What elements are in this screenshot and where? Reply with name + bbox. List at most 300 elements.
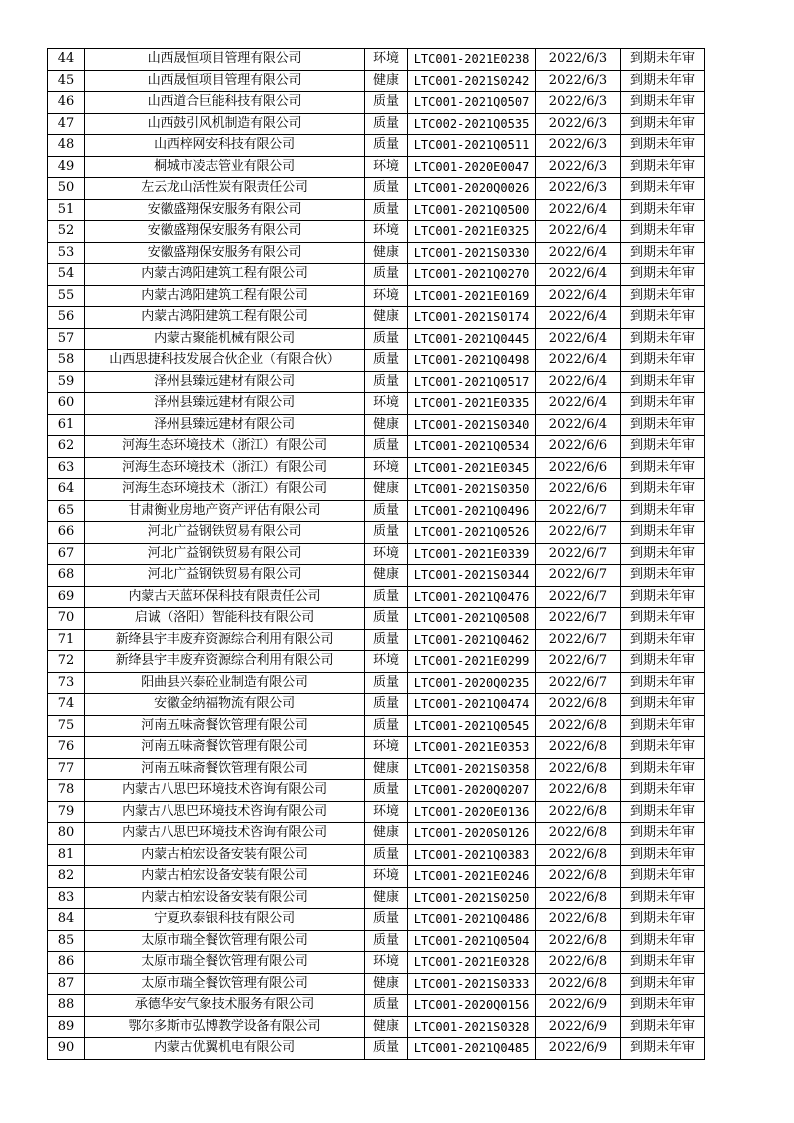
table-row bbox=[48, 49, 705, 71]
due-date: 2022/6/6 bbox=[536, 436, 621, 458]
due-date: 2022/6/7 bbox=[536, 672, 621, 694]
certificate-number: LTC001-2021Q0383 bbox=[408, 844, 536, 866]
due-date: 2022/6/7 bbox=[536, 586, 621, 608]
company-name: 内蒙古鸿阳建筑工程有限公司 bbox=[85, 264, 365, 286]
certificate-number: LTC001-2021Q0496 bbox=[408, 500, 536, 522]
table-row bbox=[48, 586, 705, 608]
audit-status: 到期未年审 bbox=[621, 371, 705, 393]
certificate-number: LTC002-2021Q0535 bbox=[408, 113, 536, 135]
audit-status: 到期未年审 bbox=[621, 113, 705, 135]
company-name: 安徽盛翔保安服务有限公司 bbox=[85, 242, 365, 264]
certificate-number: LTC001-2021Q0504 bbox=[408, 930, 536, 952]
audit-status: 到期未年审 bbox=[621, 436, 705, 458]
certificate-number: LTC001-2021E0325 bbox=[408, 221, 536, 243]
due-date: 2022/6/6 bbox=[536, 479, 621, 501]
table-row bbox=[48, 522, 705, 544]
due-date: 2022/6/3 bbox=[536, 70, 621, 92]
system-type: 健康 bbox=[365, 758, 408, 780]
row-number: 66 bbox=[48, 522, 85, 544]
audit-status: 到期未年审 bbox=[621, 1038, 705, 1060]
company-name: 安徽金纳福物流有限公司 bbox=[85, 694, 365, 716]
company-name: 太原市瑞全餐饮管理有限公司 bbox=[85, 930, 365, 952]
system-type: 质量 bbox=[365, 92, 408, 114]
certificate-number: LTC001-2021S0340 bbox=[408, 414, 536, 436]
due-date: 2022/6/9 bbox=[536, 1038, 621, 1060]
system-type: 环境 bbox=[365, 651, 408, 673]
row-number: 70 bbox=[48, 608, 85, 630]
system-type: 健康 bbox=[365, 823, 408, 845]
row-number: 60 bbox=[48, 393, 85, 415]
company-name: 山西道合巨能科技有限公司 bbox=[85, 92, 365, 114]
table-row bbox=[48, 307, 705, 329]
company-name: 河南五味斋餐饮管理有限公司 bbox=[85, 737, 365, 759]
audit-status: 到期未年审 bbox=[621, 543, 705, 565]
table-row bbox=[48, 500, 705, 522]
system-type: 质量 bbox=[365, 780, 408, 802]
system-type: 质量 bbox=[365, 995, 408, 1017]
certificate-number: LTC001-2021E0339 bbox=[408, 543, 536, 565]
row-number: 69 bbox=[48, 586, 85, 608]
company-name: 河南五味斋餐饮管理有限公司 bbox=[85, 758, 365, 780]
table-row bbox=[48, 629, 705, 651]
certificate-number: LTC001-2021Q0534 bbox=[408, 436, 536, 458]
system-type: 质量 bbox=[365, 178, 408, 200]
system-type: 质量 bbox=[365, 500, 408, 522]
system-type: 环境 bbox=[365, 156, 408, 178]
row-number: 77 bbox=[48, 758, 85, 780]
system-type: 环境 bbox=[365, 801, 408, 823]
row-number: 67 bbox=[48, 543, 85, 565]
company-name: 内蒙古鸿阳建筑工程有限公司 bbox=[85, 307, 365, 329]
audit-status: 到期未年审 bbox=[621, 178, 705, 200]
table-row bbox=[48, 1038, 705, 1060]
company-name: 内蒙古柏宏设备安装有限公司 bbox=[85, 844, 365, 866]
table-row bbox=[48, 887, 705, 909]
due-date: 2022/6/8 bbox=[536, 844, 621, 866]
due-date: 2022/6/8 bbox=[536, 952, 621, 974]
row-number: 62 bbox=[48, 436, 85, 458]
due-date: 2022/6/4 bbox=[536, 221, 621, 243]
due-date: 2022/6/6 bbox=[536, 457, 621, 479]
table-row bbox=[48, 715, 705, 737]
due-date: 2022/6/3 bbox=[536, 92, 621, 114]
certificate-number: LTC001-2020Q0026 bbox=[408, 178, 536, 200]
table-row bbox=[48, 92, 705, 114]
row-number: 51 bbox=[48, 199, 85, 221]
company-name: 桐城市凌志管业有限公司 bbox=[85, 156, 365, 178]
table-row bbox=[48, 156, 705, 178]
audit-status: 到期未年审 bbox=[621, 651, 705, 673]
due-date: 2022/6/7 bbox=[536, 500, 621, 522]
system-type: 健康 bbox=[365, 565, 408, 587]
row-number: 55 bbox=[48, 285, 85, 307]
due-date: 2022/6/3 bbox=[536, 178, 621, 200]
company-name: 内蒙古八思巴环境技术咨询有限公司 bbox=[85, 823, 365, 845]
row-number: 75 bbox=[48, 715, 85, 737]
audit-status: 到期未年审 bbox=[621, 823, 705, 845]
table-row bbox=[48, 995, 705, 1017]
row-number: 73 bbox=[48, 672, 85, 694]
row-number: 81 bbox=[48, 844, 85, 866]
row-number: 57 bbox=[48, 328, 85, 350]
table-row bbox=[48, 414, 705, 436]
certificate-number: LTC001-2021Q0474 bbox=[408, 694, 536, 716]
company-name: 河海生态环境技术（浙江）有限公司 bbox=[85, 457, 365, 479]
table-row bbox=[48, 221, 705, 243]
audit-status: 到期未年审 bbox=[621, 801, 705, 823]
audit-status: 到期未年审 bbox=[621, 393, 705, 415]
due-date: 2022/6/7 bbox=[536, 608, 621, 630]
system-type: 质量 bbox=[365, 199, 408, 221]
system-type: 质量 bbox=[365, 909, 408, 931]
row-number: 49 bbox=[48, 156, 85, 178]
certificate-number: LTC001-2021Q0462 bbox=[408, 629, 536, 651]
audit-status: 到期未年审 bbox=[621, 328, 705, 350]
certificate-number: LTC001-2021Q0445 bbox=[408, 328, 536, 350]
row-number: 76 bbox=[48, 737, 85, 759]
audit-status: 到期未年审 bbox=[621, 672, 705, 694]
audit-status: 到期未年审 bbox=[621, 780, 705, 802]
row-number: 61 bbox=[48, 414, 85, 436]
audit-status: 到期未年审 bbox=[621, 995, 705, 1017]
audit-status: 到期未年审 bbox=[621, 866, 705, 888]
table-row bbox=[48, 930, 705, 952]
company-name: 山西思捷科技发展合伙企业（有限合伙） bbox=[85, 350, 365, 372]
due-date: 2022/6/8 bbox=[536, 930, 621, 952]
row-number: 50 bbox=[48, 178, 85, 200]
table-row bbox=[48, 844, 705, 866]
certificate-number: LTC001-2021S0174 bbox=[408, 307, 536, 329]
audit-status: 到期未年审 bbox=[621, 156, 705, 178]
table-row bbox=[48, 242, 705, 264]
row-number: 85 bbox=[48, 930, 85, 952]
row-number: 72 bbox=[48, 651, 85, 673]
audit-status: 到期未年审 bbox=[621, 565, 705, 587]
table-row bbox=[48, 608, 705, 630]
certificate-number: LTC001-2021Q0507 bbox=[408, 92, 536, 114]
table-row bbox=[48, 780, 705, 802]
table-row bbox=[48, 264, 705, 286]
due-date: 2022/6/4 bbox=[536, 414, 621, 436]
due-date: 2022/6/4 bbox=[536, 371, 621, 393]
due-date: 2022/6/4 bbox=[536, 393, 621, 415]
audit-status: 到期未年审 bbox=[621, 694, 705, 716]
certificate-number: LTC001-2020S0126 bbox=[408, 823, 536, 845]
certificate-number: LTC001-2021S0350 bbox=[408, 479, 536, 501]
row-number: 68 bbox=[48, 565, 85, 587]
due-date: 2022/6/8 bbox=[536, 737, 621, 759]
system-type: 质量 bbox=[365, 844, 408, 866]
row-number: 86 bbox=[48, 952, 85, 974]
audit-status: 到期未年审 bbox=[621, 92, 705, 114]
table-row bbox=[48, 199, 705, 221]
table-body bbox=[48, 49, 705, 1060]
due-date: 2022/6/8 bbox=[536, 758, 621, 780]
table-row bbox=[48, 1016, 705, 1038]
certificate-number: LTC001-2021S0242 bbox=[408, 70, 536, 92]
system-type: 环境 bbox=[365, 952, 408, 974]
system-type: 健康 bbox=[365, 307, 408, 329]
certificate-number: LTC001-2021S0328 bbox=[408, 1016, 536, 1038]
certificate-number: LTC001-2021Q0498 bbox=[408, 350, 536, 372]
row-number: 78 bbox=[48, 780, 85, 802]
certificate-number: LTC001-2021Q0485 bbox=[408, 1038, 536, 1060]
system-type: 质量 bbox=[365, 586, 408, 608]
certificate-number: LTC001-2021E0238 bbox=[408, 49, 536, 71]
certificate-number: LTC001-2021E0335 bbox=[408, 393, 536, 415]
certificate-number: LTC001-2020E0136 bbox=[408, 801, 536, 823]
company-name: 甘肃衡业房地产资产评估有限公司 bbox=[85, 500, 365, 522]
audit-status: 到期未年审 bbox=[621, 844, 705, 866]
row-number: 79 bbox=[48, 801, 85, 823]
audit-status: 到期未年审 bbox=[621, 1016, 705, 1038]
company-name: 新绛县宇丰废弃资源综合利用有限公司 bbox=[85, 629, 365, 651]
due-date: 2022/6/4 bbox=[536, 199, 621, 221]
row-number: 46 bbox=[48, 92, 85, 114]
system-type: 质量 bbox=[365, 328, 408, 350]
company-name: 山西晟恒项目管理有限公司 bbox=[85, 70, 365, 92]
due-date: 2022/6/8 bbox=[536, 801, 621, 823]
table-row bbox=[48, 565, 705, 587]
audit-status: 到期未年审 bbox=[621, 70, 705, 92]
company-name: 河北广益钢铁贸易有限公司 bbox=[85, 565, 365, 587]
row-number: 74 bbox=[48, 694, 85, 716]
system-type: 质量 bbox=[365, 264, 408, 286]
row-number: 52 bbox=[48, 221, 85, 243]
row-number: 89 bbox=[48, 1016, 85, 1038]
system-type: 环境 bbox=[365, 393, 408, 415]
due-date: 2022/6/8 bbox=[536, 866, 621, 888]
system-type: 质量 bbox=[365, 930, 408, 952]
company-name: 鄂尔多斯市弘博教学设备有限公司 bbox=[85, 1016, 365, 1038]
audit-status: 到期未年审 bbox=[621, 952, 705, 974]
row-number: 64 bbox=[48, 479, 85, 501]
audit-status: 到期未年审 bbox=[621, 199, 705, 221]
audit-status: 到期未年审 bbox=[621, 930, 705, 952]
table-row bbox=[48, 350, 705, 372]
certificate-number: LTC001-2021E0328 bbox=[408, 952, 536, 974]
certificate-number: LTC001-2021S0333 bbox=[408, 973, 536, 995]
due-date: 2022/6/7 bbox=[536, 522, 621, 544]
company-name: 启诚（洛阳）智能科技有限公司 bbox=[85, 608, 365, 630]
audit-status: 到期未年审 bbox=[621, 737, 705, 759]
company-name: 内蒙古聚能机械有限公司 bbox=[85, 328, 365, 350]
company-name: 山西晟恒项目管理有限公司 bbox=[85, 49, 365, 71]
system-type: 健康 bbox=[365, 414, 408, 436]
company-name: 太原市瑞全餐饮管理有限公司 bbox=[85, 952, 365, 974]
audit-status: 到期未年审 bbox=[621, 479, 705, 501]
system-type: 质量 bbox=[365, 522, 408, 544]
certificate-number: LTC001-2021S0358 bbox=[408, 758, 536, 780]
due-date: 2022/6/4 bbox=[536, 328, 621, 350]
audit-status: 到期未年审 bbox=[621, 242, 705, 264]
due-date: 2022/6/7 bbox=[536, 629, 621, 651]
row-number: 59 bbox=[48, 371, 85, 393]
table-row bbox=[48, 952, 705, 974]
table-row bbox=[48, 801, 705, 823]
company-name: 安徽盛翔保安服务有限公司 bbox=[85, 221, 365, 243]
audit-status: 到期未年审 bbox=[621, 49, 705, 71]
table-row bbox=[48, 909, 705, 931]
certificate-number: LTC001-2021Q0545 bbox=[408, 715, 536, 737]
row-number: 90 bbox=[48, 1038, 85, 1060]
company-name: 河北广益钢铁贸易有限公司 bbox=[85, 543, 365, 565]
company-name: 内蒙古八思巴环境技术咨询有限公司 bbox=[85, 780, 365, 802]
due-date: 2022/6/8 bbox=[536, 715, 621, 737]
company-name: 山西鼓引风机制造有限公司 bbox=[85, 113, 365, 135]
audit-status: 到期未年审 bbox=[621, 350, 705, 372]
audit-status: 到期未年审 bbox=[621, 909, 705, 931]
due-date: 2022/6/8 bbox=[536, 887, 621, 909]
row-number: 87 bbox=[48, 973, 85, 995]
system-type: 质量 bbox=[365, 436, 408, 458]
table-row bbox=[48, 135, 705, 157]
due-date: 2022/6/9 bbox=[536, 1016, 621, 1038]
system-type: 环境 bbox=[365, 866, 408, 888]
company-name: 内蒙古八思巴环境技术咨询有限公司 bbox=[85, 801, 365, 823]
company-name: 内蒙古柏宏设备安装有限公司 bbox=[85, 887, 365, 909]
company-name: 泽州县臻远建材有限公司 bbox=[85, 371, 365, 393]
company-name: 内蒙古天蓝环保科技有限责任公司 bbox=[85, 586, 365, 608]
table-row bbox=[48, 113, 705, 135]
company-name: 河海生态环境技术（浙江）有限公司 bbox=[85, 479, 365, 501]
system-type: 环境 bbox=[365, 221, 408, 243]
system-type: 质量 bbox=[365, 694, 408, 716]
audit-status: 到期未年审 bbox=[621, 414, 705, 436]
table-row bbox=[48, 694, 705, 716]
due-date: 2022/6/8 bbox=[536, 973, 621, 995]
audit-status: 到期未年审 bbox=[621, 221, 705, 243]
company-name: 宁夏玖泰银科技有限公司 bbox=[85, 909, 365, 931]
certificate-number: LTC001-2021Q0511 bbox=[408, 135, 536, 157]
row-number: 53 bbox=[48, 242, 85, 264]
table-row bbox=[48, 371, 705, 393]
company-name: 河南五味斋餐饮管理有限公司 bbox=[85, 715, 365, 737]
certificate-number: LTC001-2021E0169 bbox=[408, 285, 536, 307]
due-date: 2022/6/4 bbox=[536, 350, 621, 372]
due-date: 2022/6/8 bbox=[536, 909, 621, 931]
certificate-number: LTC001-2021E0299 bbox=[408, 651, 536, 673]
table-row bbox=[48, 479, 705, 501]
table-row bbox=[48, 737, 705, 759]
table-row bbox=[48, 543, 705, 565]
table-row bbox=[48, 823, 705, 845]
system-type: 健康 bbox=[365, 887, 408, 909]
table-row bbox=[48, 328, 705, 350]
due-date: 2022/6/3 bbox=[536, 113, 621, 135]
due-date: 2022/6/4 bbox=[536, 264, 621, 286]
audit-status: 到期未年审 bbox=[621, 500, 705, 522]
company-name: 泽州县臻远建材有限公司 bbox=[85, 393, 365, 415]
audit-status: 到期未年审 bbox=[621, 608, 705, 630]
system-type: 质量 bbox=[365, 113, 408, 135]
certificate-number: LTC001-2021Q0270 bbox=[408, 264, 536, 286]
row-number: 44 bbox=[48, 49, 85, 71]
row-number: 82 bbox=[48, 866, 85, 888]
company-name: 太原市瑞全餐饮管理有限公司 bbox=[85, 973, 365, 995]
table-row bbox=[48, 393, 705, 415]
company-name: 河北广益钢铁贸易有限公司 bbox=[85, 522, 365, 544]
system-type: 健康 bbox=[365, 242, 408, 264]
due-date: 2022/6/8 bbox=[536, 823, 621, 845]
audit-status: 到期未年审 bbox=[621, 973, 705, 995]
certificate-number: LTC001-2021Q0500 bbox=[408, 199, 536, 221]
certificate-number: LTC001-2021E0345 bbox=[408, 457, 536, 479]
audit-status: 到期未年审 bbox=[621, 629, 705, 651]
row-number: 80 bbox=[48, 823, 85, 845]
company-name: 泽州县臻远建材有限公司 bbox=[85, 414, 365, 436]
due-date: 2022/6/8 bbox=[536, 780, 621, 802]
table-row bbox=[48, 651, 705, 673]
certificate-number: LTC001-2020E0047 bbox=[408, 156, 536, 178]
audit-status: 到期未年审 bbox=[621, 522, 705, 544]
company-name: 内蒙古优翼机电有限公司 bbox=[85, 1038, 365, 1060]
row-number: 45 bbox=[48, 70, 85, 92]
due-date: 2022/6/3 bbox=[536, 135, 621, 157]
certificate-number: LTC001-2021Q0526 bbox=[408, 522, 536, 544]
system-type: 健康 bbox=[365, 479, 408, 501]
row-number: 83 bbox=[48, 887, 85, 909]
system-type: 质量 bbox=[365, 715, 408, 737]
certificate-number: LTC001-2020Q0235 bbox=[408, 672, 536, 694]
due-date: 2022/6/3 bbox=[536, 156, 621, 178]
due-date: 2022/6/7 bbox=[536, 565, 621, 587]
company-name: 承德华安气象技术服务有限公司 bbox=[85, 995, 365, 1017]
audit-status: 到期未年审 bbox=[621, 307, 705, 329]
table-row bbox=[48, 285, 705, 307]
system-type: 健康 bbox=[365, 70, 408, 92]
system-type: 健康 bbox=[365, 1016, 408, 1038]
row-number: 54 bbox=[48, 264, 85, 286]
certificate-number: LTC001-2021E0353 bbox=[408, 737, 536, 759]
table-row bbox=[48, 973, 705, 995]
due-date: 2022/6/4 bbox=[536, 242, 621, 264]
company-name: 山西梓网安科技有限公司 bbox=[85, 135, 365, 157]
table-row bbox=[48, 178, 705, 200]
certificate-table bbox=[47, 48, 705, 1060]
table-row bbox=[48, 672, 705, 694]
table-row bbox=[48, 758, 705, 780]
company-name: 阳曲县兴泰砼业制造有限公司 bbox=[85, 672, 365, 694]
certificate-number: LTC001-2021S0344 bbox=[408, 565, 536, 587]
row-number: 56 bbox=[48, 307, 85, 329]
audit-status: 到期未年审 bbox=[621, 457, 705, 479]
row-number: 48 bbox=[48, 135, 85, 157]
due-date: 2022/6/4 bbox=[536, 307, 621, 329]
system-type: 质量 bbox=[365, 350, 408, 372]
row-number: 84 bbox=[48, 909, 85, 931]
row-number: 65 bbox=[48, 500, 85, 522]
due-date: 2022/6/8 bbox=[536, 694, 621, 716]
system-type: 质量 bbox=[365, 1038, 408, 1060]
certificate-number: LTC001-2021Q0486 bbox=[408, 909, 536, 931]
system-type: 健康 bbox=[365, 973, 408, 995]
table-row bbox=[48, 436, 705, 458]
company-name: 安徽盛翔保安服务有限公司 bbox=[85, 199, 365, 221]
due-date: 2022/6/3 bbox=[536, 49, 621, 71]
audit-status: 到期未年审 bbox=[621, 586, 705, 608]
system-type: 质量 bbox=[365, 135, 408, 157]
company-name: 内蒙古柏宏设备安装有限公司 bbox=[85, 866, 365, 888]
company-name: 河海生态环境技术（浙江）有限公司 bbox=[85, 436, 365, 458]
system-type: 环境 bbox=[365, 737, 408, 759]
audit-status: 到期未年审 bbox=[621, 264, 705, 286]
company-name: 左云龙山活性炭有限责任公司 bbox=[85, 178, 365, 200]
system-type: 环境 bbox=[365, 543, 408, 565]
certificate-number: LTC001-2021E0246 bbox=[408, 866, 536, 888]
system-type: 质量 bbox=[365, 371, 408, 393]
audit-status: 到期未年审 bbox=[621, 887, 705, 909]
